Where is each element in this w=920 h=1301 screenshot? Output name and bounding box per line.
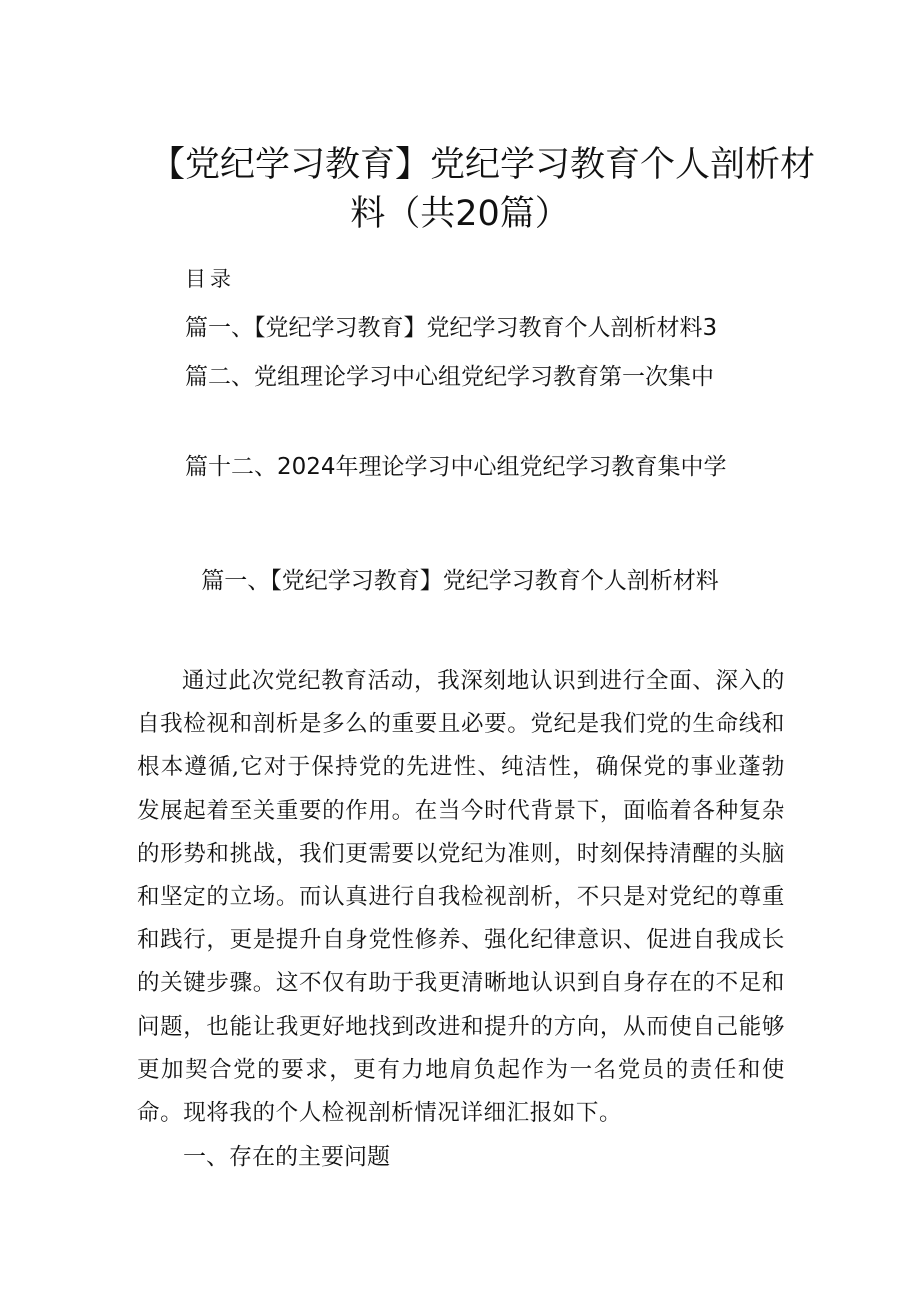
document-title-line-1: 【党纪学习教育】党纪学习教育个人剖析材	[150, 145, 816, 185]
toc-entry[interactable]: 篇一、【党纪学习教育】党纪学习教育个人剖析材料3	[185, 315, 718, 341]
document-title-line-2: 料（共20篇）	[350, 194, 570, 234]
toc-entry[interactable]: 篇十二、2024年理论学习中心组党纪学习教育集中学	[185, 454, 727, 480]
toc-label: 目录	[185, 267, 235, 291]
body-paragraph: 通过此次党纪教育活动，我深刻地认识到进行全面、深入的自我检视和剖析是多么的重要且必要。党纪是我们党的生命线和根本遵循,它对于保持党的先进性、纯洁性，确保党的事业蓬勃发展起着至关重要的作用。在当今时代背景下，面临着各种复杂的形势和挑战，我们更需要以党纪为准则，时刻保持清醒的头脑和坚定的立场。而认真进行自我检视剖析，不只是对党纪的尊重和践行，更是提升自身党性修养、强化纪律意识、促进自我成长的关键步骤。这不仅有助于我更清晰地认识到自身存在的不足和问题，也能让我更好地找到改进和提升的方向，从而使自己能够更加契合党的要求，更有力地肩负起作为一名党员的责任和使命。现将我的个人检视剖析情况详细汇报如下。	[137, 668, 785, 1127]
section-heading: 一、存在的主要问题	[183, 1144, 390, 1170]
section-title: 篇一、【党纪学习教育】党纪学习教育个人剖析材料	[201, 568, 719, 594]
toc-entry[interactable]: 篇二、党组理论学习中心组党纪学习教育第一次集中	[185, 364, 714, 390]
